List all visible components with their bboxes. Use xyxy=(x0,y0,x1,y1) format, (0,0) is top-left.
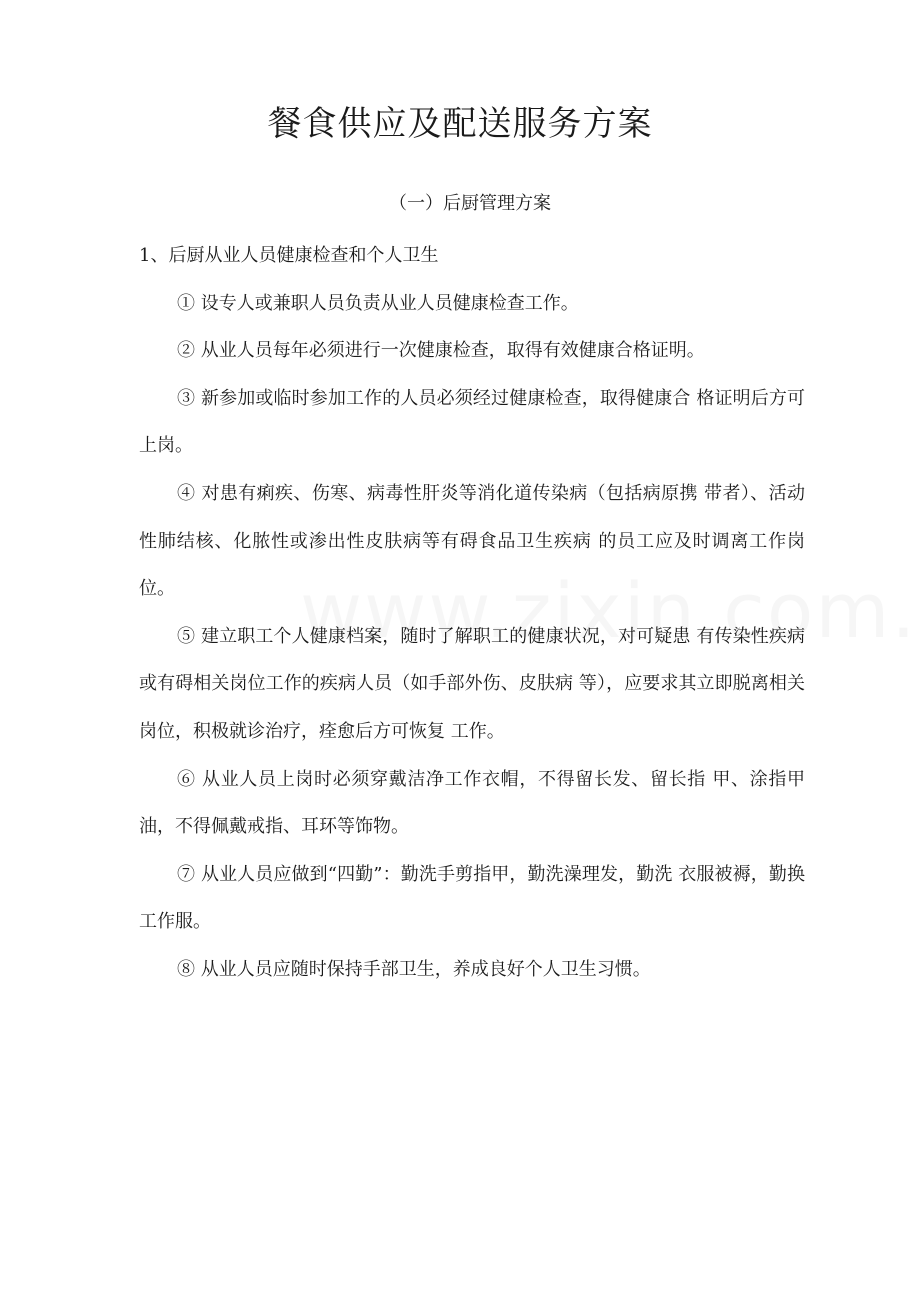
document-body xyxy=(139,232,805,994)
list-item-4: ④ 对患有痢疾、伤寒、病毒性肝炎等消化道传染病（包括病原携 带者）、活动性肺结核、化脓性或渗出性皮肤病等有碍食品卫生疾病 的员工应及时调离工作岗位。 xyxy=(139,482,805,600)
list-item-5: ⑤ 建立职工个人健康档案，随时了解职工的健康状况，对可疑患 有传染性疾病或有碍相关岗位工作的疾病人员（如手部外伤、皮肤病 等），应要求其立即脱离相关岗位，积极就诊治疗，痊愈后方可恢复 工作。 xyxy=(139,625,805,742)
document-title: 餐食供应及配送服务方案 xyxy=(267,104,653,144)
list-item-3: ③ 新参加或临时参加工作的人员必须经过健康检查，取得健康合 格证明后方可上岗。 xyxy=(139,387,805,457)
list-item-7: ⑦ 从业人员应做到“四勤”：勤洗手剪指甲，勤洗澡理发，勤洗 衣服被褥，勤换工作服。 xyxy=(139,863,805,933)
list-item-1: ① 设专人或兼职人员负责从业人员健康检查工作。 xyxy=(177,292,579,314)
section-subtitle: （一）后厨管理方案 xyxy=(389,193,551,214)
list-item-2: ② 从业人员每年必须进行一次健康检查，取得有效健康合格证明。 xyxy=(177,340,705,362)
list-item-8: ⑧ 从业人员应随时保持手部卫生，养成良好个人卫生习惯。 xyxy=(177,958,651,980)
list-item-6: ⑥ 从业人员上岗时必须穿戴洁净工作衣帽，不得留长发、留长指 甲、涂指甲油，不得佩戴戒指、耳环等饰物。 xyxy=(139,768,805,838)
section-heading: 1、后厨从业人员健康检查和个人卫生 xyxy=(139,245,439,266)
